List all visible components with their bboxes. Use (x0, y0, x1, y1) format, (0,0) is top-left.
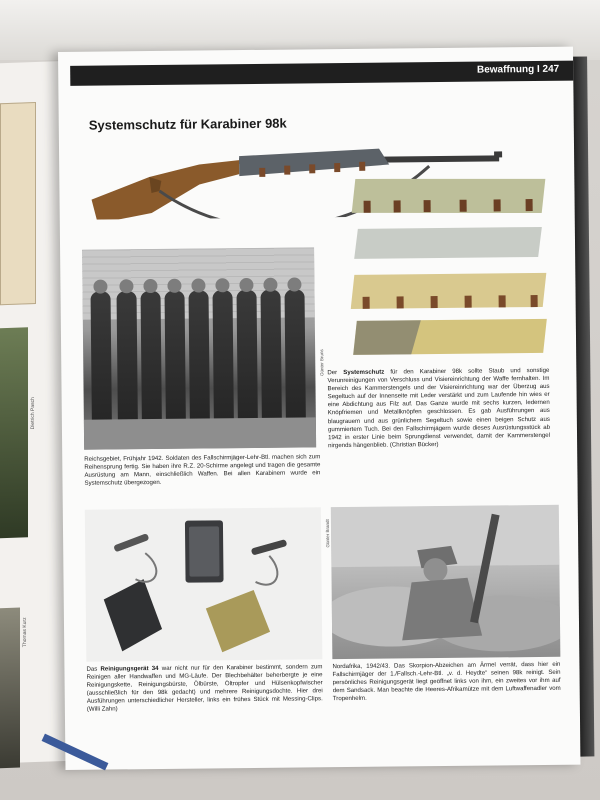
caption-paratroopers: Reichsgebiet, Frühjahr 1942. Soldaten des Fallschirmjäger-Lehr-Btl. machen sich zum Reihensprung fertig. Sie haben ihre R.Z. 20-Schirme angelegt und tragen die gesamte Ausrüstung am Mann, einschließlich Waffen. Bei allen Karabinern wurde ein Systemschutz übergezogen. (84, 453, 321, 488)
paratroopers-photo (82, 247, 316, 449)
photo-credit-sand: Günter Brandt (324, 519, 331, 548)
caption-cover-pre: Der (327, 369, 338, 377)
soldier-figure (165, 291, 186, 421)
caption-systemschutz (327, 367, 550, 450)
caption-kit-pre: Das (86, 665, 98, 673)
soldier-figure (141, 291, 162, 421)
page-number: 247 (542, 63, 560, 75)
caption-reinigungsgeraet (86, 663, 322, 714)
north-africa-photo (331, 505, 561, 659)
caption-cover-text: für den Karabiner 98k sollte Staub und sonstige Verunreinigungen von Verschluss und Visiereinrichtung der Waffe fernhalten. Im Bereich des Kammerstengels und der Visiereinrichtung war der Überzug aus Segeltuch auf der Innenseite mit Leder verstärkt und zum Laufende hin wies er eine Abdichtung aus Filz auf. Das Ganze wurde mit sechs kurzen, ledernen Knöpfriemen und Metallknöpfen geschlossen. Es gab Ausführungen aus blaugrauem und aus grünlichem Segeltuch sowie einen beigen Schutz aus gummiertem Tuch. Bei den Fallschirmjägern wurde dieses Ausrüstungsstück ab 1942 in erster Linie beim Sprungdienst verwendet, damit der Kammerstengel nirgends hängenblieb. (Christian Bücker) (327, 366, 551, 450)
cleaning-kits-image (85, 507, 323, 661)
section-name: Bewaffnung (476, 64, 535, 76)
soldier-figure (261, 290, 282, 420)
soldier-figure (117, 291, 138, 421)
soldier-figure (237, 290, 258, 420)
left-page-credit-2: Thomas Kurz (22, 617, 28, 648)
soldier-cleaning-rifle-image (331, 505, 561, 659)
soldier-figure (285, 289, 306, 419)
left-page-document-image (0, 102, 36, 305)
systemschutz-covers-image (349, 177, 551, 379)
book-page (58, 47, 580, 770)
left-page-photo-1 (0, 327, 28, 538)
soldier-figure (91, 291, 112, 421)
grass-foreground (84, 417, 316, 449)
reinigungsgeraet-photo (85, 507, 323, 661)
left-page-credit-1: Dietrich Pasch (30, 396, 36, 430)
caption-kit-bold: Reinigungsgerät 34 (100, 664, 159, 673)
caption-north-africa: Nordafrika, 1942/43. Das Skorpion-Abzeichen am Ärmel verrät, dass hier ein Fallschirmjäger der 1./Fallsch.-Lehr-Btl. „v. d. Heydte“ seinen 98k reinigt. Sein persönliches Reinigungsgerät liegt geöffnet links von ihm, ein zweites vor ihm auf dem Sandsack. Man beachte die Heeres-Afrikamütze mit dem Luftwaffenadler vom Tropenhelm. (332, 660, 561, 703)
photo-credit-soldiers: Günter Bruns (319, 349, 325, 377)
section-header-text (477, 64, 559, 76)
soldier-figure (213, 290, 234, 420)
left-page-photo-2 (0, 608, 20, 769)
section-header-bar (70, 61, 573, 86)
soldier-figure (189, 290, 210, 420)
header-separator: I (536, 63, 540, 75)
caption-cover-bold: Systemschutz (343, 368, 385, 377)
page-title: Systemschutz für Karabiner 98k (88, 115, 287, 133)
caption-kit-text: war nicht nur für den Karabiner bestimmt, sondern zum Reinigen aller Handwaffen und MG-Läufe. Der Blechbehälter beherbergte je eine Reinigungskette, Reinigungsbürste, Ölbürste, Öltropfer und Hülsenkopfwischer (ausschließlich für den 98k gedacht) und mehrere Reinigungsdochte. Hier drei Ausführungen unterschiedlicher Hersteller, links ein frühes Stück mit Messing-Clips. (Willi Zahn) (86, 663, 323, 714)
